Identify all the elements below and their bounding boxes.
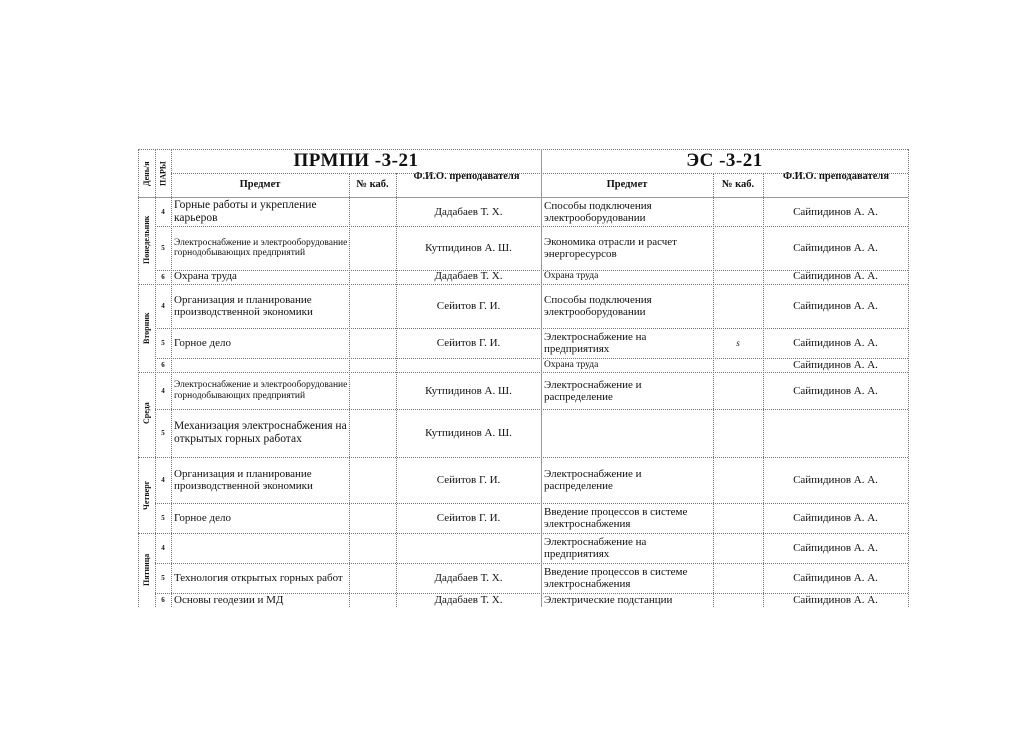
pair-number: 5 xyxy=(161,429,165,437)
grid-line xyxy=(138,197,908,198)
grid-line xyxy=(155,328,908,329)
subject-header-2: Предмет xyxy=(606,179,648,190)
subject-cell: Организация и планирование производственной экономики xyxy=(174,294,313,318)
grid-line xyxy=(155,270,908,271)
teacher-cell: Сайпидинов А. А. xyxy=(793,594,878,606)
teacher-cell: Сейитов Г. И. xyxy=(436,512,501,524)
subject-cell: Способы подключения электрооборудовании xyxy=(544,294,652,318)
pair-number: 6 xyxy=(161,596,165,604)
teacher-cell: Кутпидинов А. Ш. xyxy=(425,242,512,254)
grid-line xyxy=(155,358,908,359)
teacher-cell: Сайпидинов А. А. xyxy=(793,337,878,349)
subject-cell: Электроснабжение и распределение xyxy=(544,378,642,403)
subject-cell: Охрана труда xyxy=(544,359,599,370)
day-label-wednesday: Среда xyxy=(142,402,151,424)
teacher-header-2: Ф.И.О. преподавателя xyxy=(783,171,889,182)
subject-cell: Электроснабжение и электрооборудование горнодобывающих предприятий xyxy=(174,380,348,401)
pair-number: 4 xyxy=(161,476,165,484)
subject-cell: Горное дело xyxy=(174,512,232,524)
teacher-cell xyxy=(396,358,541,372)
subject-cell xyxy=(171,358,349,372)
teacher-cell: Кутпидинов А. Ш. xyxy=(425,384,512,397)
teacher-cell: Сейитов Г. И. xyxy=(436,300,501,312)
grid-line xyxy=(155,149,156,607)
grid-line xyxy=(171,149,172,607)
subject-header-1: Предмет xyxy=(239,179,281,190)
teacher-cell xyxy=(763,409,908,457)
subject-cell: Охрана труда xyxy=(544,270,599,281)
grid-line xyxy=(138,533,908,534)
teacher-cell: Кутпидинов А. Ш. xyxy=(425,427,512,439)
subject-cell: Организация и планирование производственной экономики xyxy=(174,468,313,492)
teacher-cell: Сайпидинов А. А. xyxy=(793,474,878,486)
teacher-cell xyxy=(396,533,541,563)
subject-cell: Охрана труда xyxy=(174,270,237,282)
day-label-thursday: Четверг xyxy=(142,480,151,510)
group1-title: ПРМПИ -3-21 xyxy=(293,150,419,171)
teacher-cell: Сайпидинов А. А. xyxy=(793,512,878,524)
subject-cell xyxy=(171,533,349,563)
grid-line xyxy=(155,409,908,410)
subject-cell: Электроснабжение и электрооборудование горнодобывающих предприятий xyxy=(174,237,348,258)
teacher-header-1: Ф.И.О. преподавателя xyxy=(413,171,520,182)
grid-line xyxy=(138,457,908,458)
teacher-cell: Сейитов Г. И. xyxy=(436,337,501,349)
teacher-cell: Сайпидинов А. А. xyxy=(793,542,878,554)
teacher-cell: Дадабаев Т. Х. xyxy=(434,572,503,584)
pair-number: 4 xyxy=(161,386,165,395)
teacher-cell: Сайпидинов А. А. xyxy=(793,300,878,312)
subject-cell: Электроснабжение и распределение xyxy=(544,468,642,492)
schedule-table xyxy=(138,147,908,607)
pair-number: 5 xyxy=(161,574,165,582)
subject-cell: Горные работы и укрепление карьеров xyxy=(174,199,317,224)
teacher-cell: Сайпидинов А. А. xyxy=(793,270,878,282)
pair-number: 6 xyxy=(161,361,165,369)
teacher-cell: Сайпидинов А. А. xyxy=(793,384,878,397)
grid-line xyxy=(155,226,908,227)
day-label-monday: Понедельник xyxy=(142,215,151,265)
grid-line xyxy=(138,372,908,373)
teacher-cell: Сайпидинов А. А. xyxy=(793,572,878,584)
room-header-1: № каб. xyxy=(356,179,389,190)
room-mark: s xyxy=(736,338,740,348)
teacher-cell: Дадабаев Т. Х. xyxy=(434,206,503,218)
grid-line xyxy=(541,149,542,607)
grid-line xyxy=(713,173,714,607)
grid-line xyxy=(155,563,908,564)
day-label-tuesday: Вторник xyxy=(142,312,151,344)
subject-cell xyxy=(541,409,713,457)
subject-cell: Электрические подстанции xyxy=(544,594,673,606)
grid-line xyxy=(171,173,908,174)
subject-cell: Технология открытых горных работ xyxy=(174,572,343,584)
teacher-cell: Сейитов Г. И. xyxy=(436,474,501,486)
pair-number: 4 xyxy=(161,302,165,310)
subject-cell: Введение процессов в системе электроснабжения xyxy=(544,506,688,530)
teacher-cell: Сайпидинов А. А. xyxy=(793,359,878,371)
subject-cell: Основы геодезии и МД xyxy=(174,594,284,606)
pair-number: 5 xyxy=(161,339,165,347)
subject-cell: Горное дело xyxy=(174,337,232,349)
teacher-cell: Дадабаев Т. Х. xyxy=(434,270,503,282)
teacher-cell: Сайпидинов А. А. xyxy=(793,206,878,218)
grid-line xyxy=(908,149,909,607)
pair-number: 4 xyxy=(161,208,165,216)
day-label-friday: Пятница xyxy=(142,553,151,587)
subject-cell: Механизация электроснабжения на открытых горных работах xyxy=(174,420,347,445)
room-header-2: № каб. xyxy=(721,179,755,190)
subject-cell: Способы подключения электрооборудовании xyxy=(544,200,652,224)
grid-line xyxy=(138,149,139,607)
group2-title: ЭС -3-21 xyxy=(686,150,763,171)
pair-column-header: ПАРЫ xyxy=(158,161,168,186)
pair-number: 5 xyxy=(161,244,165,252)
subject-cell: Введение процессов в системе электроснабжения xyxy=(544,566,688,590)
teacher-cell: Дадабаев Т. Х. xyxy=(434,594,503,606)
pair-number: 4 xyxy=(161,544,165,552)
grid-line xyxy=(155,503,908,504)
subject-cell: Электроснабжение на предприятиях xyxy=(544,536,647,560)
pair-number: 5 xyxy=(161,514,165,522)
grid-line xyxy=(396,173,397,607)
grid-line xyxy=(138,284,908,285)
subject-cell: Экономика отрасли и расчет энергоресурсов xyxy=(544,236,677,260)
day-column-header: День/я xyxy=(142,161,151,186)
grid-line xyxy=(155,593,908,594)
teacher-cell: Сайпидинов А. А. xyxy=(793,242,878,254)
grid-line xyxy=(138,149,908,150)
grid-line xyxy=(763,173,764,607)
subject-cell: Электроснабжение на предприятиях xyxy=(544,331,647,355)
grid-line xyxy=(349,173,350,607)
pair-number: 6 xyxy=(161,272,165,281)
